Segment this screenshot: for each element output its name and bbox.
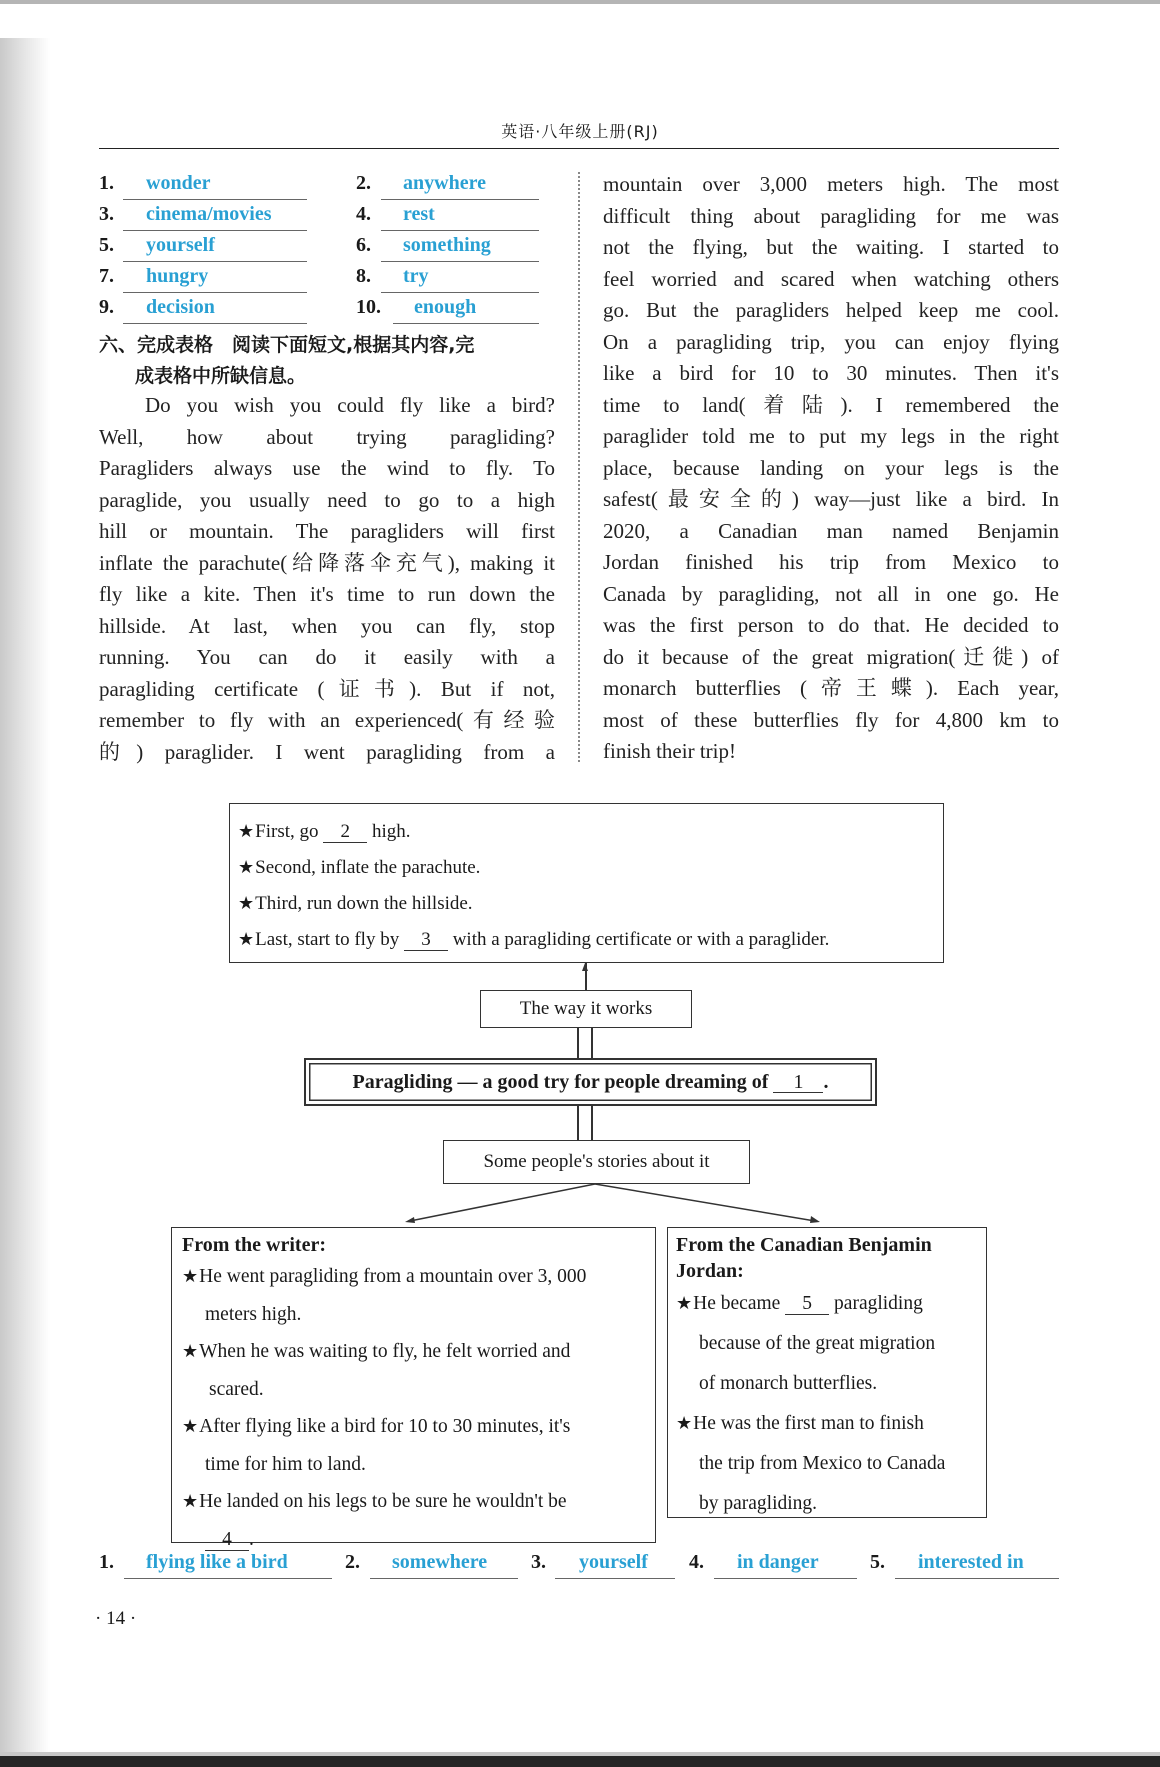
star-icon: ★ (182, 1491, 199, 1512)
section-heading: 六、完成表格 阅读下面短文,根据其内容,完 成表格中所缺信息。 (99, 334, 475, 387)
blank-1: 1 (773, 1072, 823, 1093)
header-rule (99, 148, 1059, 149)
answer-item: 1. wonder (99, 172, 309, 200)
answer-item: 3. cinema/movies (99, 203, 309, 231)
page-number: · 14 · (95, 1608, 137, 1629)
viewer-top-bar (0, 0, 1160, 4)
answer-value: yourself (579, 1551, 648, 1573)
star-icon: ★ (182, 1341, 199, 1362)
answer-item: 4. rest (356, 203, 541, 231)
answer-item: 4. in danger (689, 1551, 859, 1581)
answer-value: interested in (918, 1551, 1024, 1573)
answer-item: 2. somewhere (345, 1551, 520, 1581)
page-edge-shadow (0, 38, 50, 1754)
connector-line (577, 1106, 579, 1140)
star-icon: ★ (238, 893, 255, 914)
answer-item: 3. yourself (531, 1551, 676, 1581)
page-header-title: 英语·八年级上册(RJ) (501, 122, 659, 141)
answer-value: somewhere (392, 1551, 488, 1573)
answer-item: 5. interested in (870, 1551, 1060, 1581)
answer-value: cinema/movies (146, 203, 272, 225)
star-icon: ★ (238, 821, 255, 842)
passage-left-column: Do you wish you could fly like a bird? Well, how about trying paragliding? Paragliders always use the wind to fly. To paraglide, you usually need to go to a high hill or mountain. The paragliders will first inflate the parachute(给降落伞充气), making it fly like a kite. Then it's time to run down the hillside. At last, when you can fly, stop running. You can do it easily with a paragliding certificate (证书). But if not, remember to fly with an experienced(有经验 的) paraglider. I went paragliding from a (99, 393, 555, 764)
answer-value: try (403, 265, 429, 287)
connector-line (577, 1028, 579, 1058)
answer-value: enough (414, 296, 477, 318)
star-icon: ★ (676, 1293, 693, 1314)
answer-value: rest (403, 203, 435, 225)
stories-box: Some people's stories about it (443, 1140, 750, 1184)
answer-item: 7. hungry (99, 265, 309, 293)
blank-2: 2 (323, 822, 367, 843)
blank-4: 4 (205, 1530, 249, 1551)
main-topic-box: Paragliding — a good try for people dreaming of 1 . (304, 1058, 877, 1106)
blank-3: 3 (404, 930, 448, 951)
star-icon: ★ (676, 1413, 693, 1434)
answer-item: 2. anywhere (356, 172, 541, 200)
answer-value: anywhere (403, 172, 486, 194)
star-icon: ★ (238, 929, 255, 950)
answer-value: in danger (737, 1551, 819, 1573)
answer-item: 8. try (356, 265, 541, 293)
step-item: ★Last, start to fly by 3 with a paragliding certificate or with a paraglider. (238, 929, 830, 950)
passage-right-column: mountain over 3,000 meters high. The most difficult thing about paragliding for me was not the flying, but the waiting. I started to feel worried and scared when watching others go. But the paragliders helped keep me cool. On a paragliding trip, you can enjoy flying like a bird for 10 to 30 minutes. Then it's time to land(着陆). I remembered the paraglider told me to put my legs in the right place, because landing on your legs is the safest(最安全的) way—just like a bird. In 2020, a Canadian man named Benjamin Jordan finished his trip from Mexico to Canada by paragliding, not all in one go. He was the first person to do that. He decided to do it because of the great migration(迁徙) of monarch butterflies (帝王蝶). Each year, most of these butterflies fly for 4,800 km to finish their trip! (603, 172, 1059, 763)
connector-line (585, 963, 587, 990)
star-icon: ★ (182, 1416, 199, 1437)
answer-item: 9. decision (99, 296, 309, 324)
jordan-box-title: From the Canadian Benjamin (676, 1234, 932, 1256)
viewer-bottom-bar (0, 1756, 1160, 1767)
step-item: ★Second, inflate the parachute. (238, 857, 481, 878)
blank-5: 5 (785, 1294, 829, 1315)
answer-item: 10. enough (356, 296, 541, 324)
step-item: ★Third, run down the hillside. (238, 893, 473, 914)
jordan-story-box: From the Canadian Benjamin Jordan: ★He became 5 paragliding because of the great migration of monarch butterflies. ★He was the first man to finish the trip from Mexico to Canada by paragliding. (667, 1227, 987, 1518)
column-divider (578, 172, 580, 762)
answer-item: 5. yourself (99, 234, 309, 262)
answer-value: flying like a bird (146, 1551, 288, 1573)
connector-line (591, 1028, 593, 1058)
answer-value: wonder (146, 172, 211, 194)
step-item: ★First, go 2 high. (238, 821, 411, 842)
answer-value: something (403, 234, 491, 256)
answer-item: 6. something (356, 234, 541, 262)
writer-story-box: From the writer: ★He went paragliding from a mountain over 3, 000 meters high. ★When he was waiting to fly, he felt worried and scared. ★After flying like a bird for 10 to 30 minutes, it's time for him to land. ★He landed on his legs to be sure he wouldn't be 4 . (171, 1227, 656, 1543)
star-icon: ★ (182, 1266, 199, 1287)
way-it-works-box: The way it works (480, 990, 692, 1028)
star-icon: ★ (238, 857, 255, 878)
answer-value: decision (146, 296, 215, 318)
answer-value: yourself (146, 234, 215, 256)
writer-box-title: From the writer: (182, 1234, 327, 1256)
answer-value: hungry (146, 265, 209, 287)
answer-item: 1. flying like a bird (99, 1551, 334, 1581)
connector-line (591, 1106, 593, 1140)
steps-box (229, 803, 944, 963)
